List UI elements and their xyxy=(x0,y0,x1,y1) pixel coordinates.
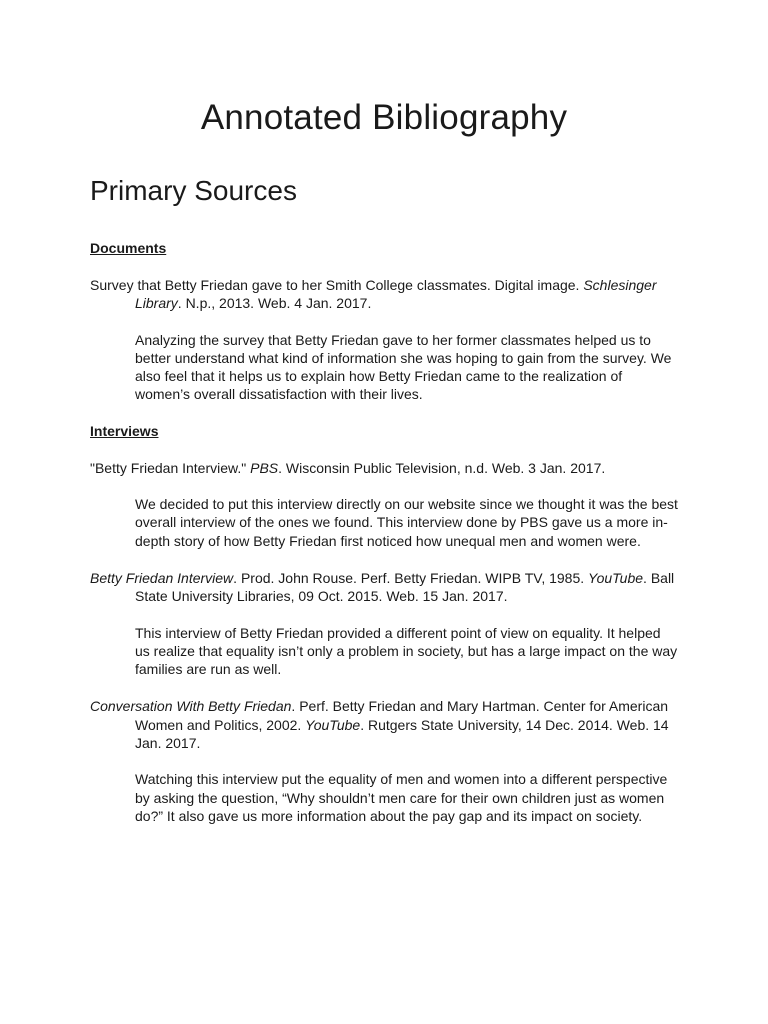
citation-text: . Perf. Betty Friedan and Mary Hartman. Center for American Women and Politics, 2002. xyxy=(135,698,669,733)
document-title: Annotated Bibliography xyxy=(200,98,568,137)
citation-entry xyxy=(90,697,678,752)
subheading-interviews: Interviews xyxy=(90,422,159,439)
citation-text: . Ball State University Libraries, 09 Oct. 2015. Web. 15 Jan. 2017. xyxy=(135,569,675,605)
citation-italic-text: YouTube xyxy=(588,569,644,586)
section-title-primary-sources: Primary Sources xyxy=(90,175,297,206)
citation-entry xyxy=(90,569,678,606)
annotation-paragraph: Analyzing the survey that Betty Friedan gave to her former classmates helped us to better understand what kind of information she was hoping to gain from the survey. We also feel that it helps us to explain how Betty Friedan came to the realization of women’s overall dissatisfaction with their lives. xyxy=(135,331,672,403)
annotation-paragraph: We decided to put this interview directly on our website since we thought it was the best overall interview of the ones we found. This interview done by PBS gave us a more in- depth story of how Betty Friedan first noticed how unequal men and women were. xyxy=(135,496,678,549)
citation-italic-text: YouTube xyxy=(305,716,361,733)
citation-text: Survey that Betty Friedan gave to her Smith College classmates. Digital image. xyxy=(90,277,584,293)
citation-italic-text: Schlesinger Library xyxy=(135,277,657,312)
subheading-documents: Documents xyxy=(90,240,167,256)
citation-text: . Wisconsin Public Television, n.d. Web. 3 Jan. 2017. xyxy=(278,459,606,476)
citation-italic-text: PBS xyxy=(250,459,279,476)
citation-entry xyxy=(90,459,678,477)
annotation-paragraph: Watching this interview put the equality of men and women into a different perspective by asking the question, “Why shouldn’t men care for their own children just as women do?” It also gave us more information about the pay gap and its impact on society. xyxy=(135,771,668,824)
citation-text: . Prod. John Rouse. Perf. Betty Friedan. WIPB TV, 1985. xyxy=(233,569,589,586)
annotation-paragraph: This interview of Betty Friedan provided a different point of view on equality. It helped us realize that equality isn’t only a problem in society, but has a large impact on the way families are run as well. xyxy=(135,624,678,678)
citation-text: . Rutgers State University, 14 Dec. 2014. Web. 14 Jan. 2017. xyxy=(135,716,669,752)
citation-text: "Betty Friedan Interview." xyxy=(90,459,251,476)
citation-italic-text: Betty Friedan Interview xyxy=(90,569,234,586)
citation-text: . N.p., 2013. Web. 4 Jan. 2017. xyxy=(177,295,372,312)
citation-entry xyxy=(90,276,678,313)
citation-italic-text: Conversation With Betty Friedan xyxy=(90,698,292,715)
